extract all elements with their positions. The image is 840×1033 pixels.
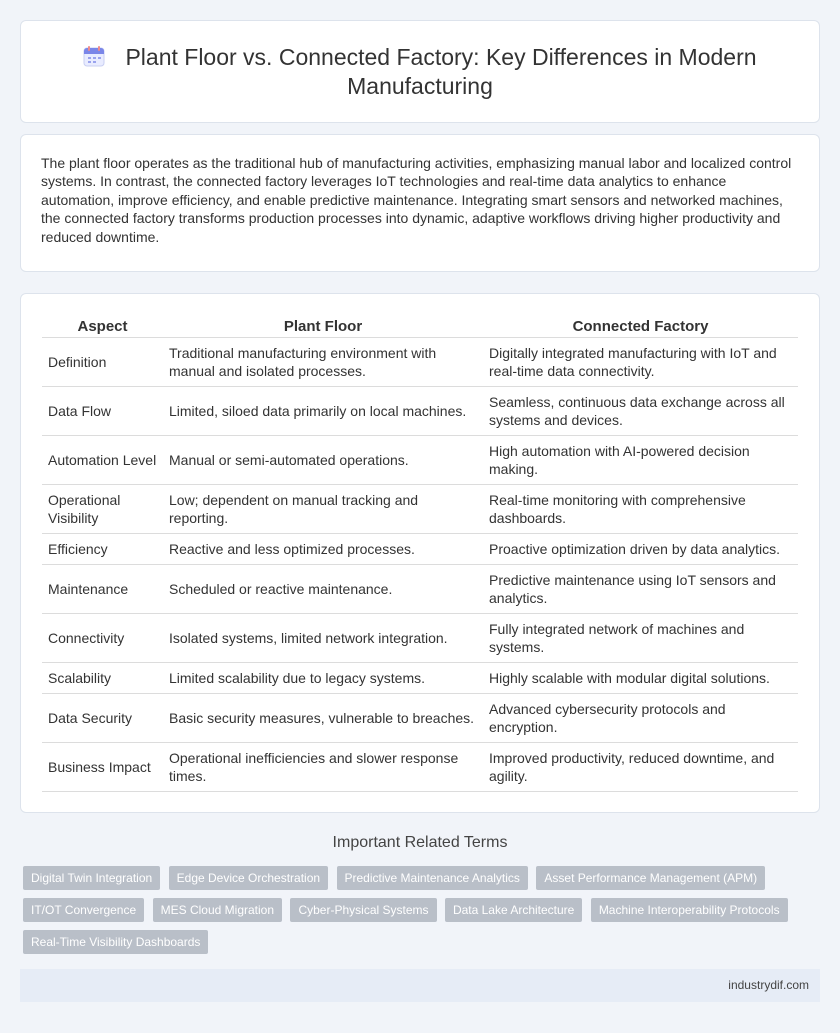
- cell-connected-factory: Fully integrated network of machines and systems.: [483, 613, 798, 662]
- cell-plant-floor: Scheduled or reactive maintenance.: [163, 564, 483, 613]
- cell-plant-floor: Low; dependent on manual tracking and reporting.: [163, 484, 483, 533]
- related-term-tag[interactable]: Cyber-Physical Systems: [290, 898, 436, 922]
- footer: [20, 969, 820, 1002]
- related-terms-heading: Important Related Terms: [332, 834, 508, 851]
- cell-connected-factory: Advanced cybersecurity protocols and encryption.: [483, 693, 798, 742]
- page-title: Plant Floor vs. Connected Factory: Key Differences in Modern Manufacturing: [125, 44, 757, 99]
- related-term-tag[interactable]: Real-Time Visibility Dashboards: [23, 930, 208, 954]
- cell-connected-factory: Highly scalable with modular digital solutions.: [483, 662, 798, 693]
- table-row: [42, 435, 798, 484]
- related-term-tag[interactable]: Asset Performance Management (APM): [536, 866, 765, 890]
- cell-plant-floor: Isolated systems, limited network integration.: [163, 613, 483, 662]
- cell-plant-floor: Traditional manufacturing environment with manual and isolated processes.: [163, 337, 483, 386]
- cell-aspect: Scalability: [42, 662, 163, 693]
- cell-plant-floor: Operational inefficiencies and slower response times.: [163, 742, 483, 791]
- cell-aspect: Data Security: [42, 693, 163, 742]
- cell-connected-factory: Real-time monitoring with comprehensive dashboards.: [483, 484, 798, 533]
- intro-paragraph: The plant floor operates as the traditional hub of manufacturing activities, emphasizing manual labor and localized control systems. In contrast, the connected factory leverages IoT technologies and real-time data analytics to enhance automation, improve efficiency, and enable predictive maintenance. Integrating smart sensors and networked machines, the connected factory transforms production processes into dynamic, adaptive workflows driving higher productivity and reduced downtime.: [41, 155, 792, 245]
- cell-connected-factory: Predictive maintenance using IoT sensors and analytics.: [483, 564, 798, 613]
- cell-aspect: Data Flow: [42, 386, 163, 435]
- table-row: [42, 564, 798, 613]
- table-row: [42, 533, 798, 564]
- column-header-plant-floor: Plant Floor: [163, 315, 483, 337]
- title-card: [20, 20, 820, 123]
- related-term-tag[interactable]: Machine Interoperability Protocols: [591, 898, 788, 922]
- related-terms-list: [23, 866, 813, 962]
- cell-aspect: Definition: [42, 337, 163, 386]
- table-header-row: [42, 315, 798, 337]
- footer-site-link[interactable]: industrydif.com: [728, 978, 809, 992]
- table-row: [42, 693, 798, 742]
- cell-aspect: Maintenance: [42, 564, 163, 613]
- related-term-tag[interactable]: Digital Twin Integration: [23, 866, 160, 890]
- column-header-connected-factory: Connected Factory: [483, 315, 798, 337]
- cell-aspect: Efficiency: [42, 533, 163, 564]
- related-term-tag[interactable]: Data Lake Architecture: [445, 898, 582, 922]
- column-header-aspect: Aspect: [42, 315, 163, 337]
- cell-aspect: Business Impact: [42, 742, 163, 791]
- table-row: [42, 386, 798, 435]
- table-row: [42, 613, 798, 662]
- comparison-table: [42, 315, 798, 792]
- cell-plant-floor: Basic security measures, vulnerable to breaches.: [163, 693, 483, 742]
- related-term-tag[interactable]: Edge Device Orchestration: [169, 866, 328, 890]
- cell-aspect: Connectivity: [42, 613, 163, 662]
- related-term-tag[interactable]: IT/OT Convergence: [23, 898, 144, 922]
- intro-card: [20, 134, 820, 272]
- related-term-tag[interactable]: Predictive Maintenance Analytics: [337, 866, 528, 890]
- cell-plant-floor: Manual or semi-automated operations.: [163, 435, 483, 484]
- table-row: [42, 484, 798, 533]
- cell-aspect: Automation Level: [42, 435, 163, 484]
- cell-plant-floor: Limited, siloed data primarily on local machines.: [163, 386, 483, 435]
- cell-connected-factory: Digitally integrated manufacturing with IoT and real-time data connectivity.: [483, 337, 798, 386]
- comparison-table-card: [20, 293, 820, 813]
- cell-plant-floor: Reactive and less optimized processes.: [163, 533, 483, 564]
- table-row: [42, 662, 798, 693]
- related-term-tag[interactable]: MES Cloud Migration: [153, 898, 282, 922]
- table-row: [42, 337, 798, 386]
- cell-connected-factory: Proactive optimization driven by data analytics.: [483, 533, 798, 564]
- cell-aspect: Operational Visibility: [42, 484, 163, 533]
- cell-connected-factory: High automation with AI-powered decision making.: [483, 435, 798, 484]
- cell-connected-factory: Seamless, continuous data exchange across all systems and devices.: [483, 386, 798, 435]
- calendar-icon: [83, 45, 105, 67]
- cell-connected-factory: Improved productivity, reduced downtime, and agility.: [483, 742, 798, 791]
- cell-plant-floor: Limited scalability due to legacy systems.: [163, 662, 483, 693]
- table-row: [42, 742, 798, 791]
